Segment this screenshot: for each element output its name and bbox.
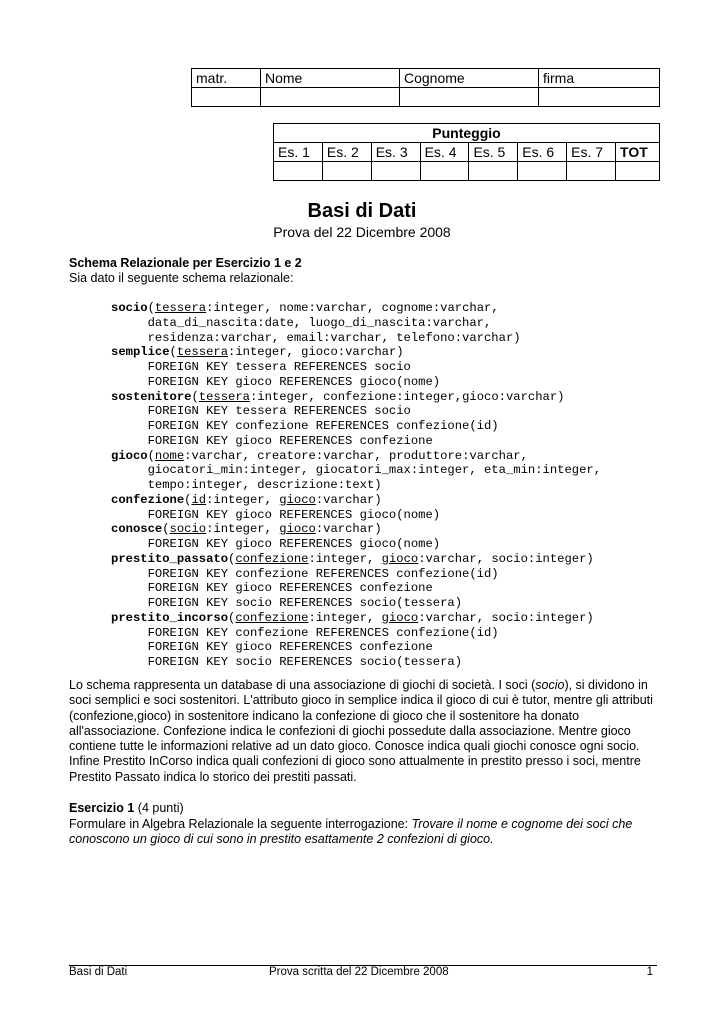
exercise-1-query: Trovare il nome e cognome dei soci che conoscono un gioco di cui sono in prestito esattamente 2 confezioni di gioco. — [69, 817, 633, 847]
code-text: :varchar) — [315, 492, 382, 507]
score-table — [273, 123, 660, 181]
code-text: ( — [184, 492, 192, 507]
exercise-1-text — [69, 817, 669, 848]
document-title: Basi di Dati — [307, 200, 417, 222]
code-text: :integer, confezione:integer,gioco:varchar) — [249, 389, 565, 404]
score-cell-es3[interactable] — [371, 162, 420, 181]
code-text: :varchar, socio:integer) — [418, 610, 594, 625]
code-text: ( — [147, 301, 155, 315]
code-line: FOREIGN KEY tessera REFERENCES socio — [111, 404, 411, 419]
footer-left: Basi di Dati — [69, 966, 128, 975]
description-text: ), si dividono in soci semplici e soci sostenitori. L'attributo gioco in semplice indica il gioco di cui è tutor, mentre gli attributi (confezione,gioco) in sostenitore indicano la confezione di gioco che il sostenitore ha donato all'associazione. Confezione indica le confezioni di giochi possedute dalla associazione. Mentre gioco contiene tutte le informazioni relative ad un dato gioco. Conosce indica quali giochi conosce ogni socio. Infine Prestito InCorso indica quali confezioni di gioco sono attualmente in prestito presso i soci, mentre Prestito Passato indica lo storico dei prestiti passati. — [69, 678, 653, 784]
code-line: tempo:integer, descrizione:text) — [111, 478, 382, 492]
primary-key: gioco — [279, 492, 316, 507]
code-text: :integer, gioco:varchar) — [228, 345, 404, 360]
code-text: :integer, — [308, 551, 382, 566]
score-cell-es1[interactable] — [274, 162, 323, 181]
primary-key: tessera — [176, 345, 229, 360]
code-line: FOREIGN KEY confezione REFERENCES confezione(id) — [111, 566, 499, 581]
score-cell-es2[interactable] — [322, 162, 371, 181]
code-line: FOREIGN KEY socio REFERENCES socio(tessera) — [111, 655, 463, 669]
score-title-row — [274, 124, 660, 143]
document-subtitle: Prova del 22 Dicembre 2008 — [273, 224, 451, 240]
score-col-es4: Es. 4 — [420, 143, 469, 162]
code-text: ( — [169, 345, 177, 360]
code-text: :varchar) — [315, 522, 382, 537]
score-cell-es7[interactable] — [567, 162, 616, 181]
code-line: FOREIGN KEY confezione REFERENCES confezione(id) — [111, 625, 499, 640]
code-text: ( — [147, 448, 155, 463]
code-line: FOREIGN KEY gioco REFERENCES confezione — [111, 433, 433, 448]
exercise-1-instruction: Formulare in Algebra Relazionale la seguente interrogazione: — [69, 817, 412, 831]
code-text: :integer, nome:varchar, cognome:varchar, — [206, 301, 499, 315]
code-line: FOREIGN KEY gioco REFERENCES confezione — [111, 581, 433, 596]
cognome-cell[interactable] — [400, 88, 539, 107]
score-col-es3: Es. 3 — [371, 143, 420, 162]
nome-cell[interactable] — [261, 88, 400, 107]
exercise-1-points: (4 punti) — [134, 801, 184, 815]
schema-heading: Schema Relazionale per Esercizio 1 e 2 — [69, 256, 302, 270]
score-col-es5: Es. 5 — [469, 143, 518, 162]
code-line: giocatori_min:integer, giocatori_max:integer, eta_min:integer, — [111, 463, 602, 478]
score-cell-es6[interactable] — [518, 162, 567, 181]
schema-intro: Sia dato il seguente schema relazionale: — [69, 271, 294, 285]
primary-key: gioco — [279, 522, 316, 537]
exercise-1-heading — [69, 801, 184, 815]
relation-name: prestito_passato — [111, 551, 229, 566]
code-text: ( — [228, 551, 236, 566]
score-col-es1: Es. 1 — [274, 143, 323, 162]
score-col-es2: Es. 2 — [322, 143, 371, 162]
score-entry-row — [274, 162, 660, 181]
primary-key: confezione — [235, 551, 309, 566]
score-cell-tot[interactable] — [616, 162, 660, 181]
score-cell-es5[interactable] — [469, 162, 518, 181]
code-text: :varchar, socio:integer) — [418, 551, 594, 566]
primary-key: tessera — [154, 301, 207, 315]
code-line: FOREIGN KEY confezione REFERENCES confezione(id) — [111, 419, 499, 433]
code-text: :integer, — [308, 610, 382, 625]
relation-name: semplice — [111, 345, 170, 360]
firma-cell[interactable] — [539, 88, 660, 107]
score-cell-es4[interactable] — [420, 162, 469, 181]
code-text: ( — [191, 389, 199, 404]
code-text: ( — [228, 610, 236, 625]
code-line: FOREIGN KEY socio REFERENCES socio(tessera) — [111, 596, 463, 610]
code-line: FOREIGN KEY gioco REFERENCES confezione — [111, 640, 433, 655]
id-table-header-row — [192, 69, 660, 88]
exercise-1-label: Esercizio 1 — [69, 801, 135, 815]
relation-name: sostenitore — [111, 389, 192, 404]
score-col-es6: Es. 6 — [518, 143, 567, 162]
score-header-row — [274, 143, 660, 162]
code-line: FOREIGN KEY gioco REFERENCES gioco(nome) — [111, 507, 441, 522]
primary-key: nome — [154, 448, 185, 463]
primary-key: socio — [169, 522, 207, 537]
code-text: :varchar, creatore:varchar, produttore:varchar, — [184, 448, 528, 463]
primary-key: gioco — [381, 551, 419, 566]
relational-schema-code — [111, 301, 601, 670]
page-number: 1 — [646, 966, 653, 975]
code-line: FOREIGN KEY tessera REFERENCES socio — [111, 360, 411, 374]
description-italic: socio — [535, 678, 565, 692]
header-firma: firma — [539, 69, 660, 88]
score-col-es7: Es. 7 — [567, 143, 616, 162]
schema-description — [69, 678, 669, 785]
code-line: data_di_nascita:date, luogo_di_nascita:varchar, — [111, 315, 492, 330]
code-line: FOREIGN KEY gioco REFERENCES gioco(nome) — [111, 374, 441, 389]
code-text: :integer, — [206, 492, 280, 507]
primary-key: tessera — [198, 389, 250, 404]
relation-name: prestito_incorso — [111, 610, 229, 625]
primary-key: id — [191, 492, 207, 507]
score-table-title: Punteggio — [274, 124, 660, 143]
relation-name: confezione — [111, 492, 185, 507]
description-text: Lo schema rappresenta un database di una associazione di giochi di società. I soci ( — [69, 678, 536, 692]
footer-center: Prova scritta del 22 Dicembre 2008 — [269, 966, 449, 975]
relation-name: socio — [111, 301, 148, 315]
score-col-tot: TOT — [616, 143, 660, 162]
header-matr: matr. — [192, 69, 261, 88]
header-nome: Nome — [261, 69, 400, 88]
code-line: residenza:varchar, email:varchar, telefono:varchar) — [111, 330, 521, 345]
relation-name: gioco — [111, 448, 148, 463]
code-line: FOREIGN KEY gioco REFERENCES gioco(nome) — [111, 537, 441, 551]
id-table-entry-row — [192, 88, 660, 107]
code-text: :integer, — [206, 522, 280, 537]
header-cognome: Cognome — [400, 69, 539, 88]
relation-name: conosce — [111, 522, 163, 537]
matr-cell[interactable] — [192, 88, 261, 107]
student-id-table — [191, 68, 660, 107]
code-text: ( — [162, 522, 170, 537]
primary-key: confezione — [235, 610, 309, 625]
primary-key: gioco — [381, 610, 419, 625]
page-footer — [69, 966, 657, 975]
